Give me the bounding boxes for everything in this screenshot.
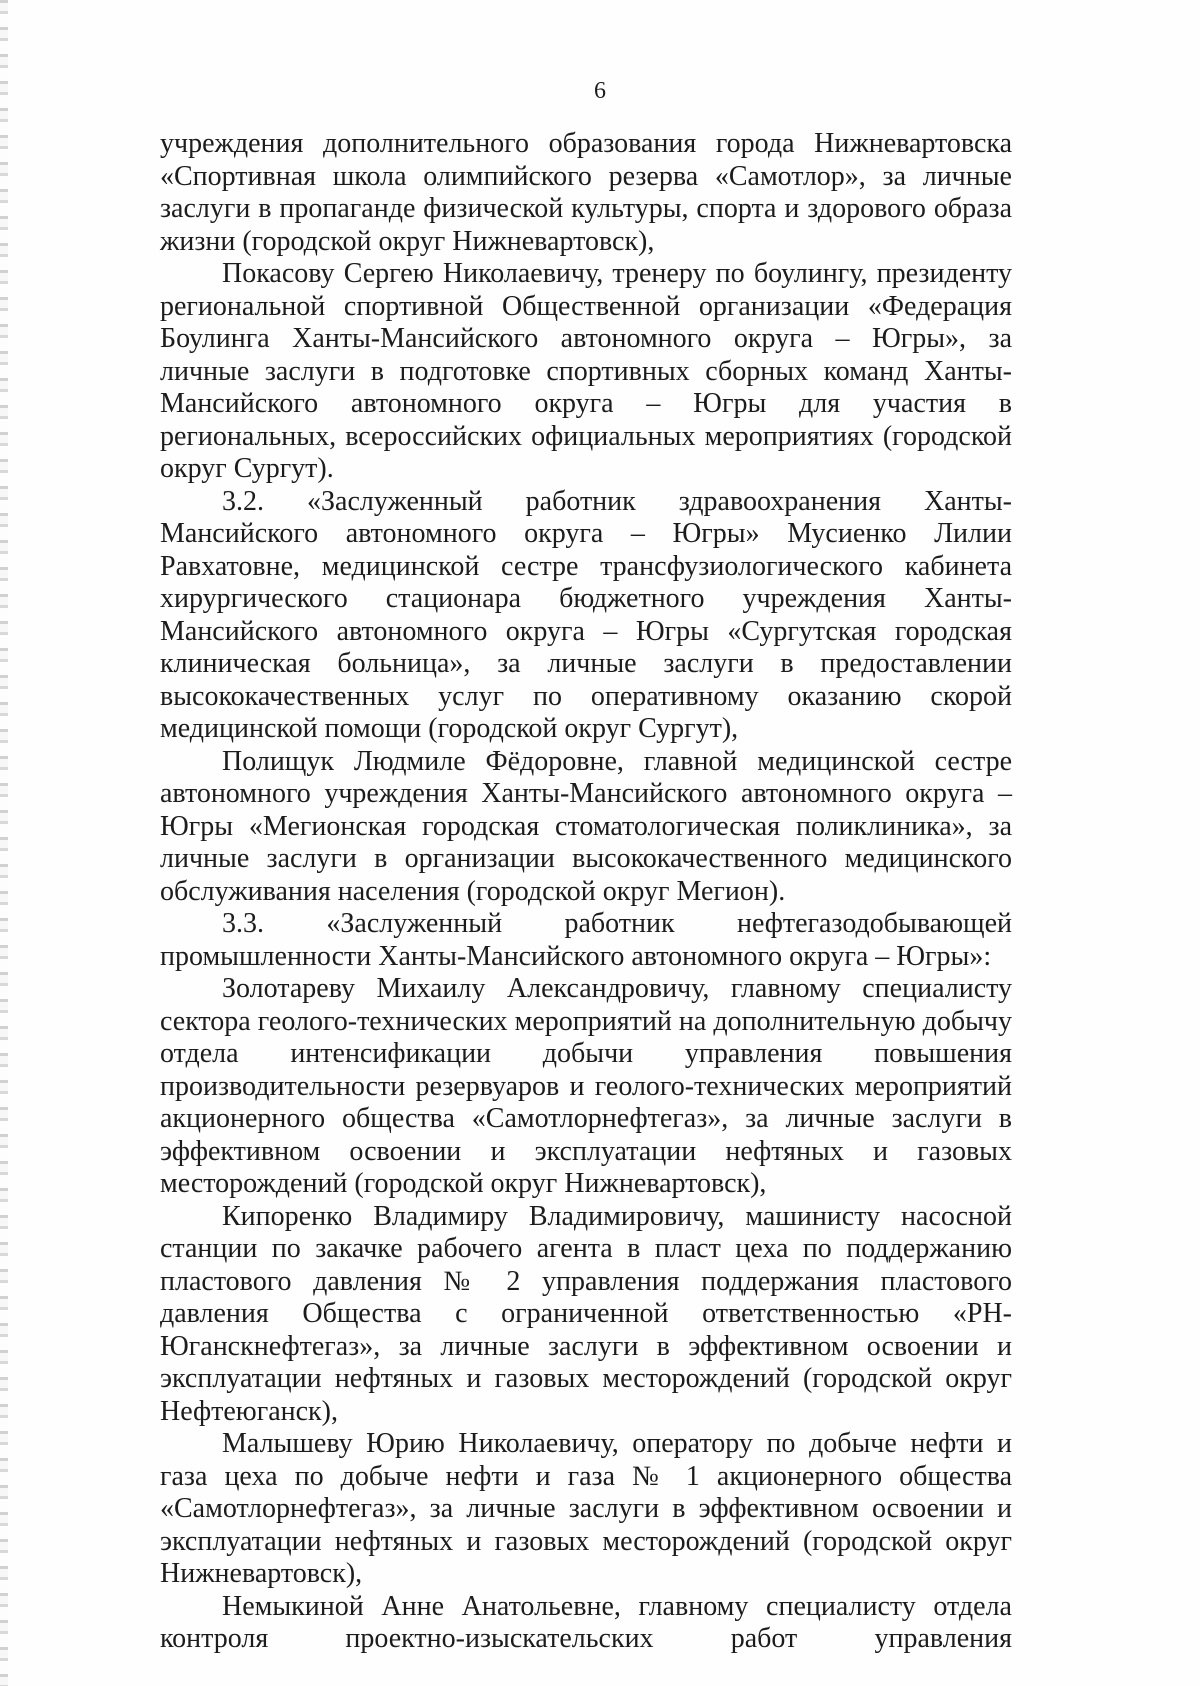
paragraph: Золотареву Михаилу Александровичу, главному специалисту сектора геолого-технических мероприятий на дополнительную добычу отдела интенсификации добычи управления повышения производительности резервуаров и геолого-технических мероприятий акционерного общества «Самотлорнефтегаз», за личные заслуги в эффективном освоении и эксплуатации нефтяных и газовых месторождений (городской округ Нижневартовск), (160, 973, 1012, 1199)
paragraph: учреждения дополнительного образования города Нижневартовска «Спортивная школа олимпийского резерва «Самотлор», за личные заслуги в пропаганде физической культуры, спорта и здорового образа жизни (городской округ Нижневартовск), (160, 128, 1012, 257)
paragraph: Кипоренко Владимиру Владимировичу, машинисту насосной станции по закачке рабочего агента в пласт цеха по поддержанию пластового давления № 2 управления поддержания пластового давления Общества с ограниченной ответственностью «РН-Юганскнефтегаз», за личные заслуги в эффективном освоении и эксплуатации нефтяных и газовых месторождений (городской округ Нефтеюганск), (160, 1200, 1012, 1427)
paragraph: Малышеву Юрию Николаевичу, оператору по добыче нефти и газа цеха по добыче нефти и газа № 1 акционерного общества «Самотлорнефтегаз», за личные заслуги в эффективном освоении и эксплуатации нефтяных и газовых месторождений (городской округ Нижневартовск), (160, 1428, 1012, 1589)
paragraph: 3.3. «Заслуженный работник нефтегазодобывающей промышленности Ханты-Мансийского автономного округа – Югры»: (160, 908, 1012, 972)
scan-edge-artifact (0, 0, 8, 1686)
paragraph: Полищук Людмиле Фёдоровне, главной медицинской сестре автономного учреждения Ханты-Мансийского автономного округа – Югры «Мегионская городская стоматологическая поликлиника», за личные заслуги в организации высококачественного медицинского обслуживания населения (городской округ Мегион). (160, 745, 1012, 907)
paragraph: 3.2. «Заслуженный работник здравоохранения Ханты-Мансийского автономного округа – Югры» Мусиенко Лилии Равхатовне, медицинской сестре трансфузиологического кабинета хирургического стационара бюджетного учреждения Ханты-Мансийского автономного округа – Югры «Сургутская городская клиническая больница», за личные заслуги в предоставлении высококачественных услуг по оперативному оказанию скорой медицинской помощи (городской округ Сургут), (160, 485, 1012, 744)
page-number: 6 (594, 78, 606, 104)
document-body (160, 128, 1012, 1656)
paragraph: Покасову Сергею Николаевичу, тренеру по боулингу, президенту региональной спортивной Общественной организации «Федерация Боулинга Ханты-Мансийского автономного округа – Югры», за личные заслуги в подготовке спортивных сборных команд Ханты-Мансийского автономного округа – Югры для участия в региональных, всероссийских официальных мероприятиях (городской округ Сургут). (160, 258, 1012, 484)
paragraph: Немыкиной Анне Анатольевне, главному специалисту отдела контроля проектно-изыскательских работ управления (160, 1590, 1012, 1654)
